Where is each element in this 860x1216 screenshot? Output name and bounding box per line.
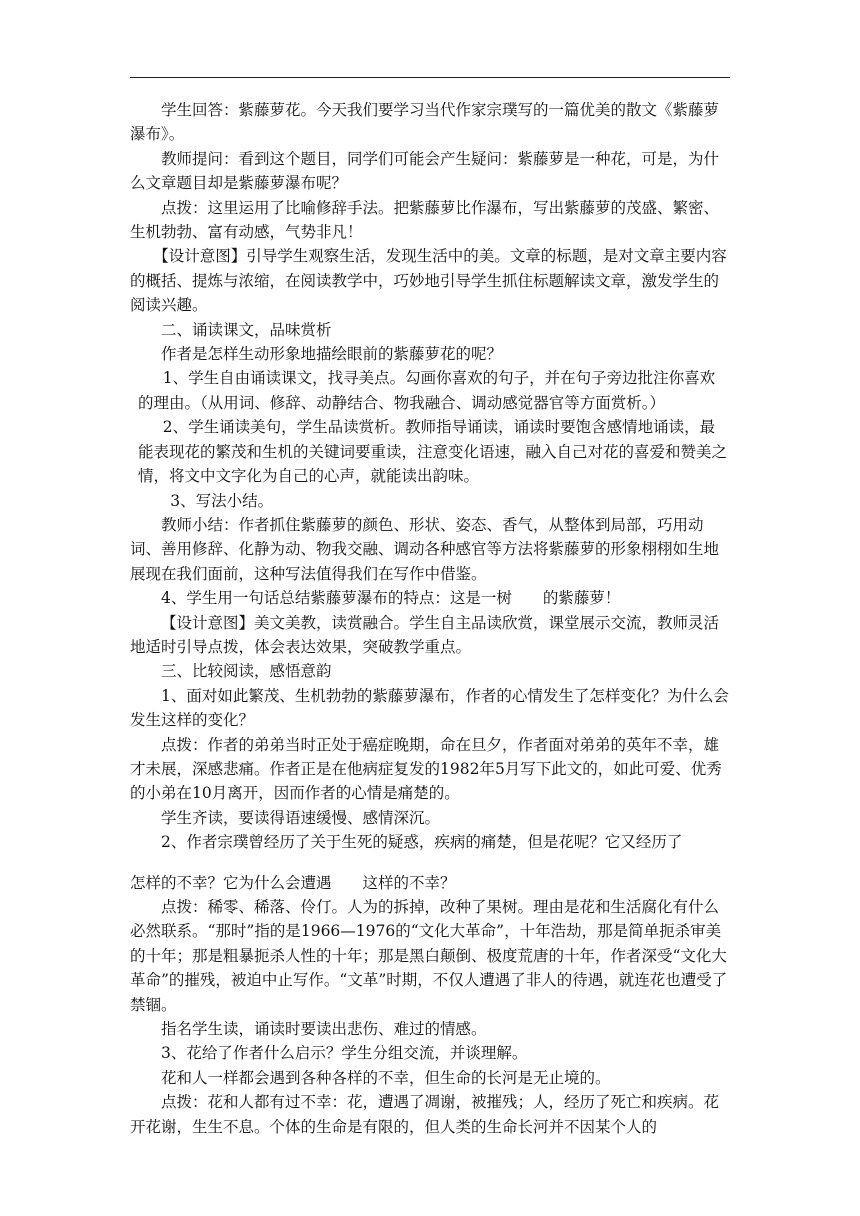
- paragraph-design-intent-1: 【设计意图】引导学生观察生活，发现生活中的美。文章的标题，是对文章主要内容的概括、提炼与浓缩，在阅读教学中，巧妙地引导学生抓住标题解读文章，激发学生的阅读兴趣。: [130, 247, 727, 315]
- document-body: [130, 98, 730, 1139]
- paragraph-teacher-question: 教师提问：看到这个题目，同学们可能会产生疑问：紫藤萝是一种花，可是，为什么文章题目却是紫藤萝瀑布呢？: [130, 149, 720, 193]
- paragraph-compare-q2: 2、作者宗璞曾经历了关于生死的疑惑，疾病的痛楚，但是花呢？它又经历了: [161, 833, 683, 852]
- section-heading-2: 二、诵读课文，品味赏析: [161, 320, 332, 339]
- paragraph-step-1: 1、学生自由诵读课文，找寻美点。勾画你喜欢的句子，并在句子旁边批注你喜欢的理由。（从用词、修辞、动静结合、物我融合、调动感觉器官等方面赏析。）: [138, 369, 716, 412]
- paragraph-hint-brother: 点拨：作者的弟弟当时正处于癌症晚期，命在旦夕，作者面对弟弟的英年不幸，雄才未展，深感悲痛。作者正是在他病症复发的1982年5月写下此文的，如此可爱、优秀的小弟在10月离开，因而作者的心情是痛楚的。: [130, 735, 722, 803]
- paragraph-student-read: 指名学生读，诵读时要读出悲伤、难过的情感。: [161, 1020, 487, 1039]
- paragraph-hint-life: 点拨：花和人都有过不幸：花，遭遇了凋谢，被摧残；人，经历了死亡和疾病。花开花谢，生生不息。个体的生命是有限的，但人类的生命长河并不因某个人的: [130, 1093, 720, 1136]
- paragraph-design-intent-2: 【设计意图】美文美教，读赏融合。学生自主品读欣赏，课堂展示交流，教师灵活地适时引导点拨，体会表达效果，突破教学重点。: [130, 613, 720, 656]
- paragraph-hint-cultural-revolution: 点拨：稀零、稀落、伶仃。人为的拆掉，改种了果树。理由是花和生活腐化有什么必然联系。“那时”指的是1966—1976的“文化大革命”，十年浩劫，那是简单扼杀审美的十年；那是粗暴扼杀人性的十年；那是黑白颠倒、极度荒唐的十年，作者深受“文化大革命”的摧残，被迫中止写作。“文革”时期，不仅人遭遇了非人的待遇，就连花也遭受了禁锢。: [130, 898, 728, 1014]
- paragraph-step-2: 2、学生诵读美句，学生品读赏析。教师指导诵读，诵读时要饱含感情地诵读，最能表现花的繁茂和生机的关键词要重读，注意变化语速，融入自己对花的喜爱和赞美之情，将文中文字化为自己的心声，就能读出韵味。: [138, 418, 728, 486]
- paragraph-hint-metaphor: 点拨：这里运用了比喻修辞手法。把紫藤萝比作瀑布，写出紫藤萝的茂盛、繁密、生机勃勃、富有动感，气势非凡！: [130, 198, 720, 242]
- paragraph-insight: 花和人一样都会遇到各种各样的不幸，但生命的长河是无止境的。: [161, 1068, 611, 1087]
- paragraph-step-4: 4、学生用一句话总结紫藤萝瀑布的特点：这是一树 的紫藤萝！: [161, 589, 621, 608]
- paragraph-step-3: 3、写法小结。: [170, 491, 274, 510]
- paragraph-compare-q1: 1、面对如此繁茂、生机勃勃的紫藤萝瀑布，作者的心情发生了怎样变化？为什么会发生这样的变化？: [130, 686, 729, 730]
- paragraph-compare-q2-continued: 怎样的不幸？它为什么会遭遇 这样的不幸？: [130, 873, 456, 892]
- paragraph-compare-q3: 3、花给了作者什么启示？学生分组交流，并谈理解。: [161, 1044, 528, 1063]
- paragraph-read-aloud: 学生齐读，要读得语速缓慢、感情深沉。: [161, 808, 441, 827]
- section-heading-3: 三、比较阅读，感悟意韵: [161, 662, 332, 681]
- paragraph-question-describe: 作者是怎样生动形象地描绘眼前的紫藤萝花的呢？: [161, 345, 503, 364]
- header-rule: [130, 77, 730, 78]
- paragraph-teacher-summary: 教师小结：作者抓住紫藤萝的颜色、形状、姿态、香气，从整体到局部，巧用动词、善用修辞、化静为动、物我交融、调动各种感官等方法将紫藤萝的形象栩栩如生地展现在我们面前，这种写法值得我们在写作中借鉴。: [130, 515, 720, 583]
- paragraph-student-answer: 学生回答：紫藤萝花。今天我们要学习当代作家宗璞写的一篇优美的散文《紫藤萝瀑布》。: [130, 101, 720, 144]
